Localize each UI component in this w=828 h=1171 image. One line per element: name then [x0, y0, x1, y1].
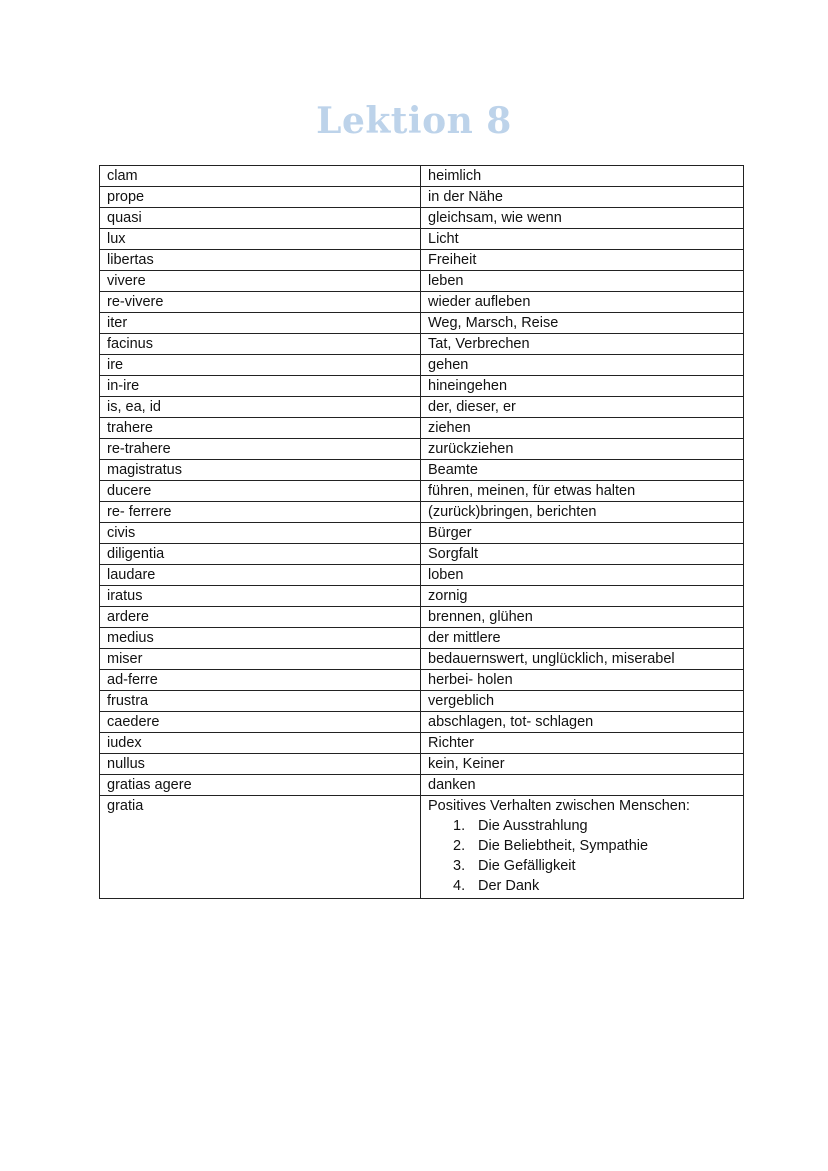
latin-cell: iratus [100, 586, 421, 607]
table-row [100, 250, 744, 271]
table-row [100, 418, 744, 439]
table-row [100, 292, 744, 313]
german-cell: loben [421, 565, 744, 586]
table-row [100, 187, 744, 208]
german-cell: ziehen [421, 418, 744, 439]
german-intro: Positives Verhalten zwischen Menschen: [428, 798, 690, 814]
german-cell: der mittlere [421, 628, 744, 649]
german-cell: Licht [421, 229, 744, 250]
vocabulary-table [99, 165, 744, 899]
german-cell: herbei- holen [421, 670, 744, 691]
table-row [100, 523, 744, 544]
german-cell: vergeblich [421, 691, 744, 712]
german-cell: führen, meinen, für etwas halten [421, 481, 744, 502]
latin-cell: iudex [100, 733, 421, 754]
german-cell: zornig [421, 586, 744, 607]
latin-cell: is, ea, id [100, 397, 421, 418]
list-item [428, 876, 743, 896]
list-number: 4. [453, 878, 466, 894]
german-cell: der, dieser, er [421, 397, 744, 418]
table-row-gratia [100, 796, 744, 899]
table-row [100, 670, 744, 691]
german-cell: Freiheit [421, 250, 744, 271]
latin-cell: magistratus [100, 460, 421, 481]
table-row [100, 439, 744, 460]
german-cell: gehen [421, 355, 744, 376]
german-cell: kein, Keiner [421, 754, 744, 775]
list-text: Die Beliebtheit, Sympathie [478, 838, 649, 854]
list-item [428, 856, 743, 876]
german-cell: heimlich [421, 166, 744, 187]
table-row [100, 166, 744, 187]
table-row [100, 313, 744, 334]
latin-cell: trahere [100, 418, 421, 439]
latin-cell: caedere [100, 712, 421, 733]
latin-cell: ardere [100, 607, 421, 628]
table-row [100, 691, 744, 712]
german-cell: Richter [421, 733, 744, 754]
german-cell: (zurück)bringen, berichten [421, 502, 744, 523]
german-cell: brennen, glühen [421, 607, 744, 628]
list-text: Der Dank [478, 878, 540, 894]
latin-cell: quasi [100, 208, 421, 229]
latin-cell: ad-ferre [100, 670, 421, 691]
latin-cell: medius [100, 628, 421, 649]
table-row [100, 355, 744, 376]
table-row [100, 754, 744, 775]
table-row [100, 544, 744, 565]
list-text: Die Gefälligkeit [478, 858, 576, 874]
list-number: 1. [453, 818, 466, 834]
latin-cell: frustra [100, 691, 421, 712]
german-cell: in der Nähe [421, 187, 744, 208]
table-row [100, 334, 744, 355]
latin-cell: clam [100, 166, 421, 187]
table-row [100, 733, 744, 754]
table-row [100, 397, 744, 418]
table-row [100, 376, 744, 397]
german-cell: Sorgfalt [421, 544, 744, 565]
latin-cell: re-trahere [100, 439, 421, 460]
german-cell: Tat, Verbrechen [421, 334, 744, 355]
vocabulary-table-body [100, 166, 744, 899]
latin-cell: libertas [100, 250, 421, 271]
german-cell: zurückziehen [421, 439, 744, 460]
german-cell: hineingehen [421, 376, 744, 397]
german-cell: Bürger [421, 523, 744, 544]
meanings-list [428, 816, 743, 896]
list-number: 2. [453, 838, 466, 854]
latin-cell: facinus [100, 334, 421, 355]
latin-cell: re-vivere [100, 292, 421, 313]
table-row [100, 271, 744, 292]
latin-cell: iter [100, 313, 421, 334]
german-cell: Beamte [421, 460, 744, 481]
german-cell: gleichsam, wie wenn [421, 208, 744, 229]
table-row [100, 607, 744, 628]
list-number: 3. [453, 858, 466, 874]
latin-cell: prope [100, 187, 421, 208]
latin-cell: civis [100, 523, 421, 544]
latin-cell: re- ferrere [100, 502, 421, 523]
table-row [100, 565, 744, 586]
latin-cell: in-ire [100, 376, 421, 397]
list-text: Die Ausstrahlung [478, 818, 588, 834]
latin-cell: diligentia [100, 544, 421, 565]
german-cell: danken [421, 775, 744, 796]
german-cell: wieder aufleben [421, 292, 744, 313]
latin-cell: vivere [100, 271, 421, 292]
latin-cell: laudare [100, 565, 421, 586]
table-row [100, 502, 744, 523]
table-row [100, 481, 744, 502]
table-row [100, 460, 744, 481]
german-cell: Weg, Marsch, Reise [421, 313, 744, 334]
table-row [100, 586, 744, 607]
table-row [100, 208, 744, 229]
table-row [100, 229, 744, 250]
german-cell [421, 796, 744, 899]
latin-cell: gratias agere [100, 775, 421, 796]
table-row [100, 649, 744, 670]
latin-cell: ire [100, 355, 421, 376]
latin-cell: miser [100, 649, 421, 670]
list-item [428, 816, 743, 836]
table-row [100, 712, 744, 733]
list-item [428, 836, 743, 856]
page-title: Lektion 8 [316, 100, 512, 142]
table-row [100, 628, 744, 649]
german-cell: bedauernswert, unglücklich, miserabel [421, 649, 744, 670]
latin-cell: gratia [100, 796, 421, 899]
latin-cell: ducere [100, 481, 421, 502]
table-row [100, 775, 744, 796]
latin-cell: lux [100, 229, 421, 250]
german-cell: abschlagen, tot- schlagen [421, 712, 744, 733]
latin-cell: nullus [100, 754, 421, 775]
german-cell: leben [421, 271, 744, 292]
